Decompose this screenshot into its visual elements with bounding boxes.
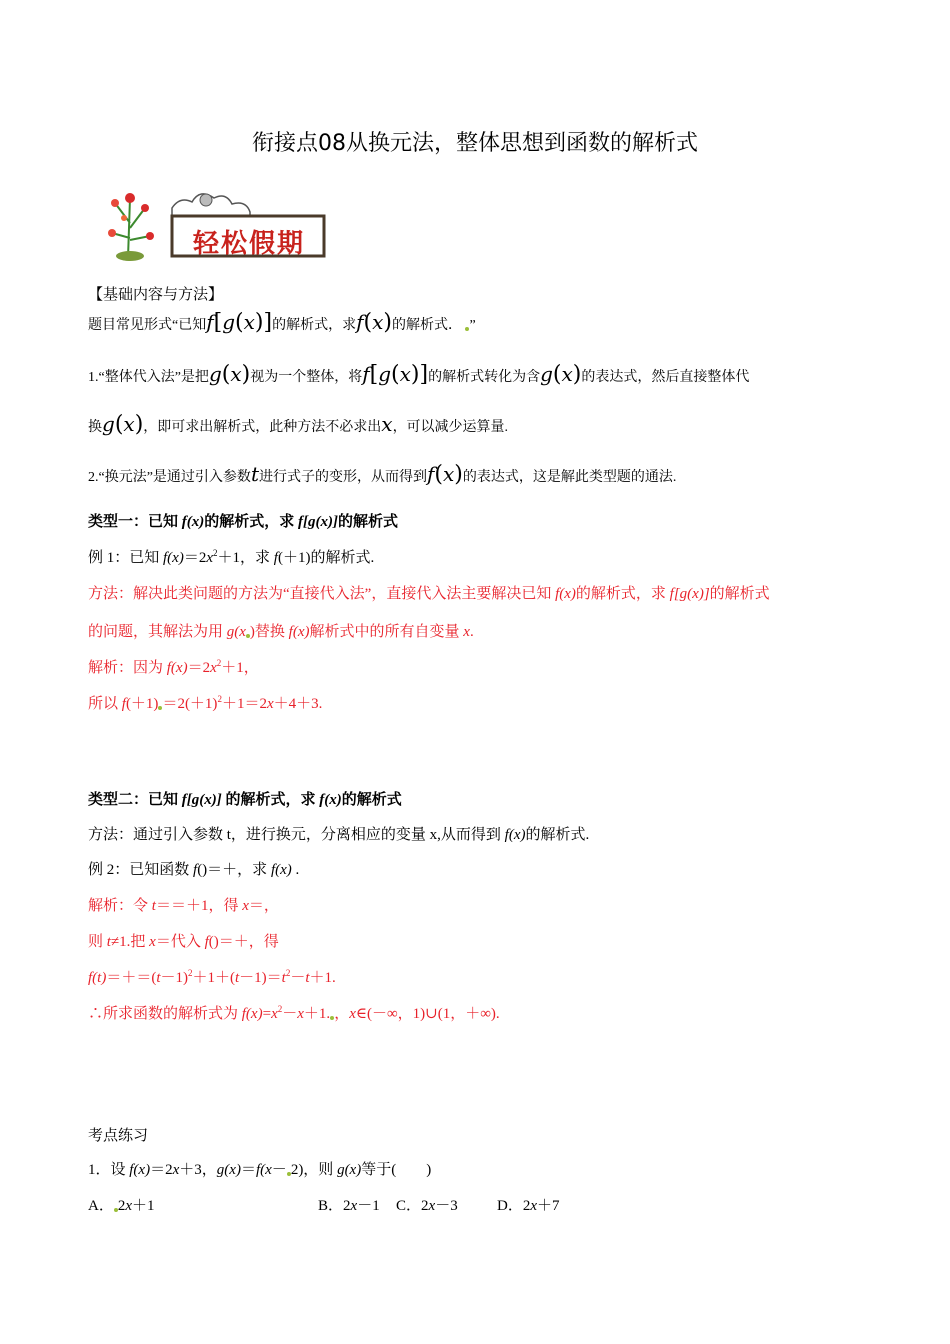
option-a: A． 2x＋1: [88, 1198, 155, 1214]
option-c: C．2x－3: [396, 1198, 458, 1214]
item-1-line-2: 换g(x)，即可求出解析式，此种方法不必求出x，可以减少运算量.: [88, 412, 509, 437]
example-1: 例 1：已知 $f(x)=2x^2+1$，求 f(＋1)的解析式.: [88, 548, 375, 566]
practice-heading: 考点练习: [88, 1128, 149, 1144]
solution-2-line-4: ∴所求函数的解析式为 $f(x)=x^2-x+1$. ，x∈(－∞，1)∪(1，＋∞).: [88, 1004, 500, 1022]
option-b: B．2x－1: [318, 1198, 380, 1214]
solution-1-line-2: 所以 $f(+1) =2(+1)^2+1=2x+4+3$.: [88, 694, 323, 712]
method-1-line-2: 的问题，其解法为用 g(x )替换 f(x)解析式中的所有自变量 x.: [88, 624, 474, 640]
type-2-heading: 类型二：已知 f[g(x)] 的解析式，求 f(x)的解析式: [88, 792, 402, 808]
section-heading-basic: 【基础内容与方法】: [88, 287, 224, 303]
item-2-line: 2.“换元法”是通过引入参数t进行式子的变形，从而得到f(x)的表达式，这是解此类型题的通法.: [88, 462, 677, 487]
solution-1-line-1: 解析：因为 $f(x)=2x^2+1$，: [88, 658, 259, 676]
solution-2-line-2: 则 t≠1.把 x＝代入 f()＝＋，得: [88, 934, 279, 950]
option-d: D．2x＋7: [497, 1198, 560, 1214]
method-1-line-1: 方法：解决此类问题的方法为“直接代入法”，直接代入法主要解决已知 f(x)的解析式，求 f[g(x)]的解析式: [88, 586, 770, 602]
solution-2-line-3: $f(t)=+=(t-1)^2+1+(t-1)=t^2-t+1$.: [88, 968, 336, 986]
method-2: 方法：通过引入参数 t，进行换元，分离相应的变量 x,从而得到 f(x)的解析式.: [88, 827, 590, 843]
solution-2-line-1: 解析：令 t＝＝＋1，得 x＝，: [88, 898, 279, 914]
item-1-line-1: 1.“整体代入法”是把g(x)视为一个整体，将f[g(x)]的解析式转化为含g(x)的表达式，然后直接整体代: [88, 362, 750, 387]
page-title: 衔接点08从换元法，整体思想到函数的解析式: [252, 131, 698, 156]
logo-text: 轻松假期: [192, 229, 305, 259]
holiday-logo: [100, 178, 332, 262]
intro-line: 题目常见形式“已知f[g(x)]的解析式，求f(x)的解析式． ”: [88, 310, 476, 335]
question-1: 1．设 f(x)＝2x＋3，g(x)＝f(x－ 2)，则 g(x)等于( ): [88, 1162, 432, 1178]
example-2: 例 2：已知函数 f()＝＋，求 f(x) .: [88, 862, 300, 878]
type-1-heading: 类型一：已知 f(x)的解析式，求 f[g(x)]的解析式: [88, 514, 399, 530]
